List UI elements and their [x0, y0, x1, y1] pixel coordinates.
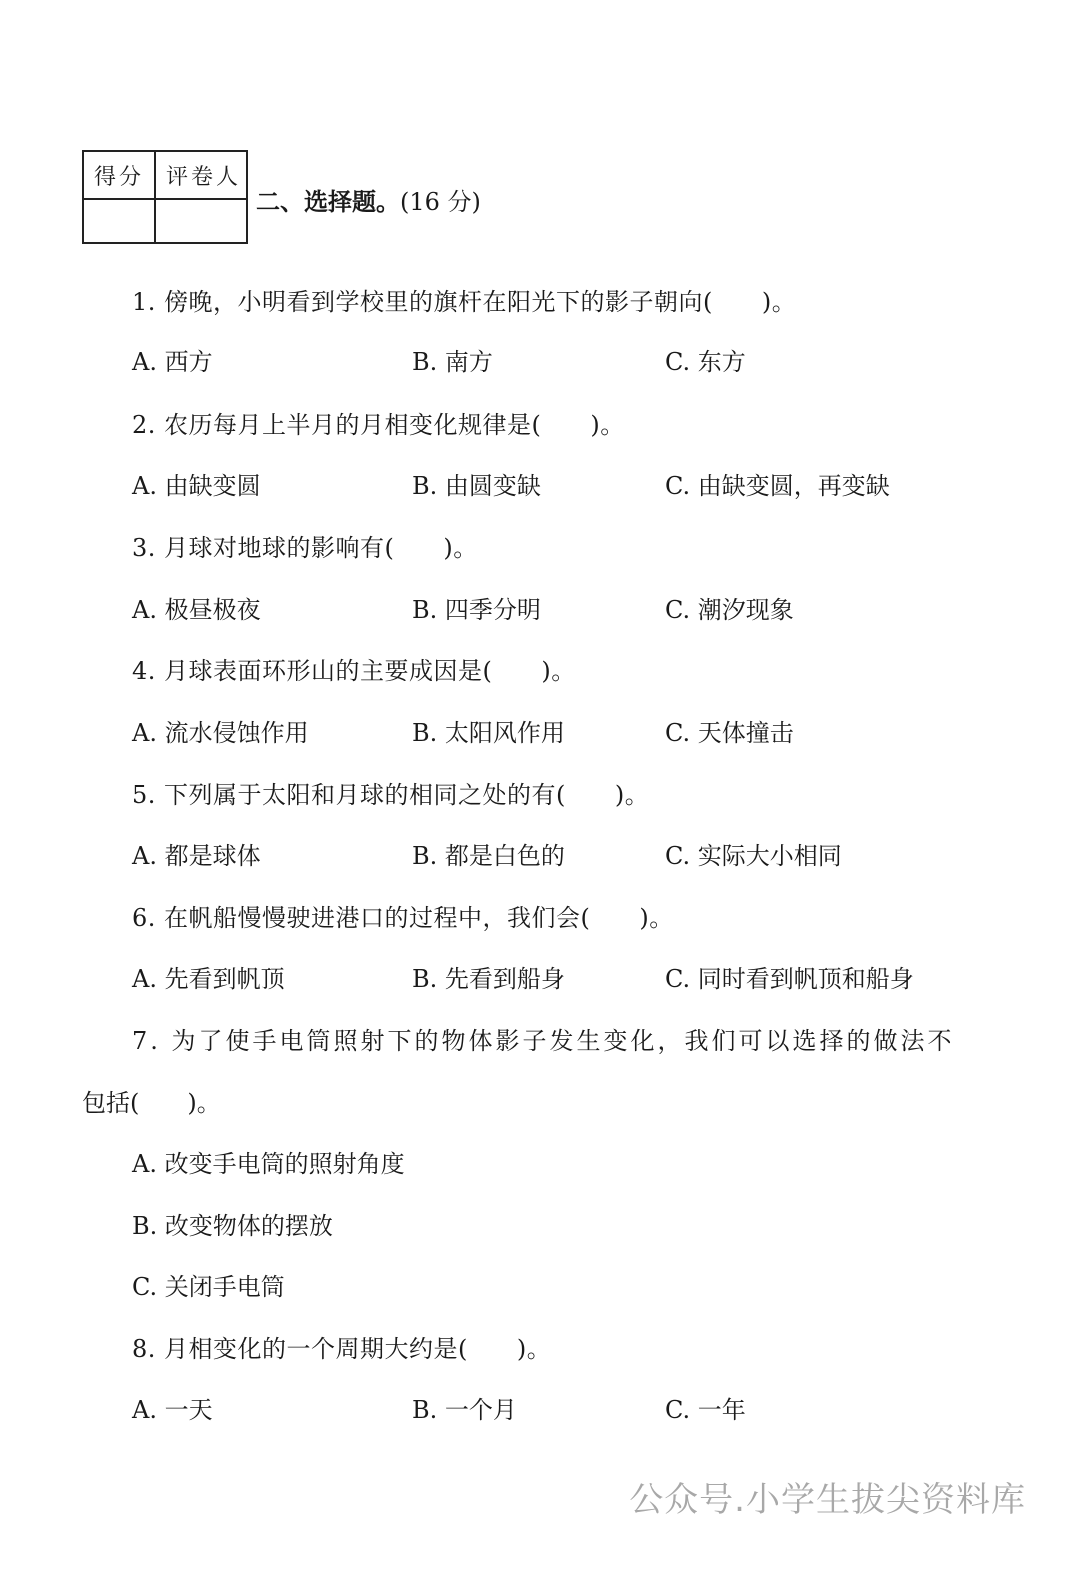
question-2-stem: 2. 农历每月上半月的月相变化规律是( )。 — [132, 411, 625, 439]
question-4-stem: 4. 月球表面环形山的主要成因是( )。 — [132, 657, 576, 685]
question-8-option-c: C. 一年 — [665, 1396, 746, 1424]
question-5-stem: 5. 下列属于太阳和月球的相同之处的有( )。 — [132, 781, 650, 809]
score-label: 得分 — [94, 165, 145, 190]
question-4-option-a: A. 流水侵蚀作用 — [132, 719, 309, 747]
question-2-option-a: A. 由缺变圆 — [132, 472, 261, 500]
question-6-option-a: A. 先看到帆顶 — [132, 965, 285, 993]
table-divider-horizontal — [84, 198, 246, 200]
question-1-option-c: C. 东方 — [665, 348, 746, 376]
section-points: (16 分) — [400, 188, 481, 216]
question-1-option-a: A. 西方 — [132, 348, 213, 376]
question-7-stem: 7. 为了使手电筒照射下的物体影子发生变化，我们可以选择的做法不 — [132, 1027, 955, 1055]
question-6-option-b: B. 先看到船身 — [412, 965, 565, 993]
section-title-text: 二、选择题。 — [256, 187, 400, 216]
question-1-option-b: B. 南方 — [412, 348, 493, 376]
question-8-stem: 8. 月相变化的一个周期大约是( )。 — [132, 1335, 552, 1363]
table-divider-vertical — [154, 152, 156, 242]
question-3-option-a: A. 极昼极夜 — [132, 596, 261, 624]
question-4-option-c: C. 天体撞击 — [665, 719, 794, 747]
question-4-option-b: B. 太阳风作用 — [412, 719, 565, 747]
question-3-option-b: B. 四季分明 — [412, 596, 541, 624]
question-2-option-c: C. 由缺变圆，再变缺 — [665, 472, 890, 500]
section-title — [256, 182, 481, 217]
question-5-option-c: C. 实际大小相同 — [665, 842, 842, 870]
question-7-stem-continuation: 包括( )。 — [82, 1089, 221, 1117]
question-8-option-a: A. 一天 — [132, 1396, 213, 1424]
question-7-option-b: B. 改变物体的摆放 — [132, 1212, 333, 1240]
question-6-stem: 6. 在帆船慢慢驶进港口的过程中，我们会( )。 — [132, 904, 674, 932]
question-5-option-b: B. 都是白色的 — [412, 842, 565, 870]
question-5-option-a: A. 都是球体 — [132, 842, 261, 870]
score-table — [82, 150, 248, 244]
question-6-option-c: C. 同时看到帆顶和船身 — [665, 965, 914, 993]
grader-label: 评卷人 — [166, 165, 242, 190]
question-7-option-a: A. 改变手电筒的照射角度 — [132, 1150, 405, 1178]
question-2-option-b: B. 由圆变缺 — [412, 472, 541, 500]
question-8-option-b: B. 一个月 — [412, 1396, 517, 1424]
question-3-option-c: C. 潮汐现象 — [665, 596, 794, 624]
question-1-stem: 1. 傍晚，小明看到学校里的旗杆在阳光下的影子朝向( )。 — [132, 288, 797, 316]
question-7-option-c: C. 关闭手电筒 — [132, 1273, 285, 1301]
question-3-stem: 3. 月球对地球的影响有( )。 — [132, 534, 478, 562]
watermark: 公众号.小学生拔尖资料库 — [629, 1480, 1026, 1520]
